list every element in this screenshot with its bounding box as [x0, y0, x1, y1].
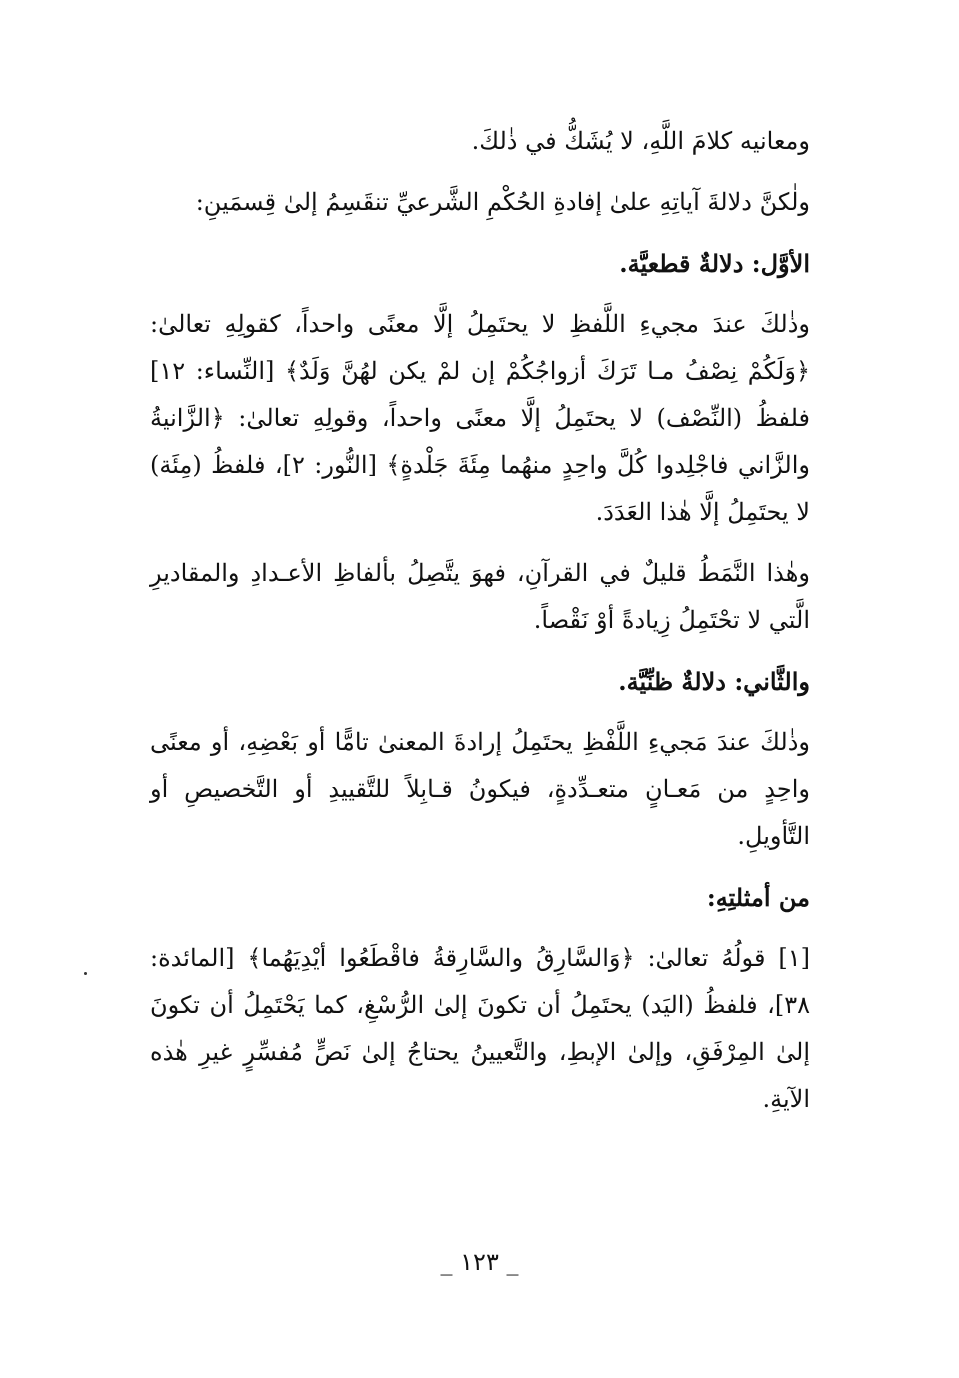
heading-speculative: والثَّاني: دلالةٌ ظنِّيَّة.	[618, 667, 810, 696]
paragraph-pattern-rare: وهٰذا النَّمَطُ قليلٌ في القرآنِ، فهوَ يتَّصِلُ بألفاظِ الأعـدادِ والمقاديرِ الَّتي لا تحْتَمِلُ زِيادةً أوْ نَقْصاً.	[150, 559, 810, 634]
paragraph-speculative-explanation: وذٰلكَ عندَ مَجيءِ اللَّفْظِ يحتَمِلُ إرادةَ المعنىٰ تامًّا أو بَعْضِهِ، أو معنًى واحِدٍ من مَعـانٍ متعـدِّدةٍ، فيكونُ قـابِلاً للتَّقييدِ أو التَّخصيصِ أو التَّأويلِ.	[150, 728, 810, 850]
stray-dot	[84, 972, 87, 975]
heading-definitive: الأوَّل: دلالةٌ قطعيَّة.	[619, 249, 810, 278]
paragraph-example-one: [١] قولُهُ تعالىٰ: ﴿وَالسَّارِقُ والسَّارِقةُ فاقْطَعُوا أيْدِيَهُما﴾ [المائدة: ٣٨]، فلفظُ (اليَد) يحتَمِلُ أن تكونَ إلىٰ الرُّسْغِ، كما يَحْتَمِلُ أن تكونَ إلىٰ المِرْفَقِ، وإلىٰ الإبطِ، والتَّعيينُ يحتاجُ إلىٰ نَصٍّ مُفسِّرٍ غيرِ هٰذه الآيةِ.	[150, 944, 810, 1113]
paragraph-two-types: ولٰكنَّ دلالةَ آياتِهِ علىٰ إفادةِ الحُكْمِ الشَّرعيِّ تنقَسِمُ إلىٰ قِسمَينِ:	[195, 188, 810, 216]
paragraph-intro-end: ومعانيه كلامَ اللَّهِ، لا يُشَكُّ في ذٰلكَ.	[471, 127, 810, 155]
heading-examples: من أمثلتِهِ:	[706, 883, 810, 912]
page-number: _ ١٢٣ _	[440, 1248, 519, 1276]
page-body	[150, 118, 810, 1123]
paragraph-definitive-explanation: وذٰلكَ عندَ مجيءِ اللَّفظِ لا يحتَمِلُ إلَّا معنًى واحداً، كقولِهِ تعالىٰ: ﴿وَلَكُمْ نِصْفُ مـا تَرَكَ أزواجُكُمْ إن لمْ يكن لهُنَّ وَلَدٌ﴾ [النِّساء: ١٢] فلفظُ (النِّصْف) لا يحتَمِلُ إلَّا معنًى واحداً، وقولِهِ تعالىٰ: ﴿الزَّانيةُ والزَّاني فاجْلِدوا كُلَّ واحِدٍ منهُما مِئَةَ جَلْدةٍ﴾ [النُّور: ٢]، فلفظُ (مِئَة) لا يحتَمِلُ إلَّا هٰذا العَدَدَ.	[150, 310, 811, 526]
